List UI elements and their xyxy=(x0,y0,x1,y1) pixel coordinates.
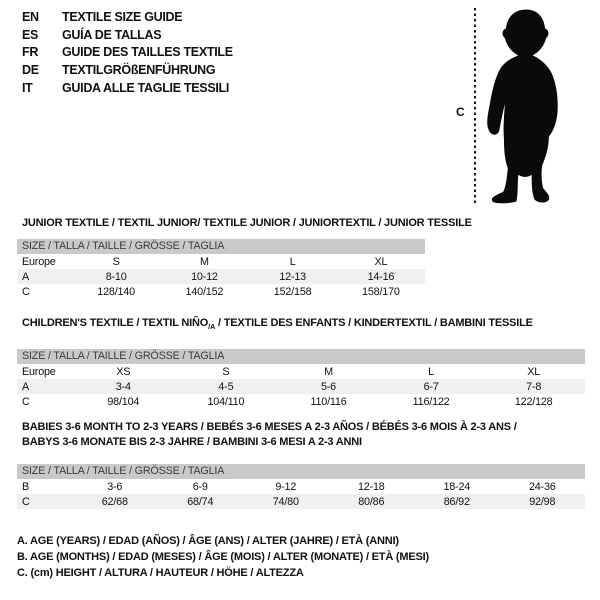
table-cell: 3-4 xyxy=(72,379,175,394)
table-cell: 5-6 xyxy=(277,379,380,394)
language-code: FR xyxy=(22,45,39,60)
table-cell: 8-10 xyxy=(72,269,160,284)
table-cell: 12-13 xyxy=(249,269,337,284)
size-header-bar-babies: SIZE / TALLA / TAILLE / GRÖSSE / TAGLIA xyxy=(17,464,585,479)
table-row xyxy=(17,284,425,299)
table-row xyxy=(17,254,425,269)
language-row xyxy=(22,62,233,80)
row-label: A xyxy=(17,379,72,394)
table-cell: 24-36 xyxy=(528,480,556,493)
table-cell: 110/116 xyxy=(310,395,347,408)
table-cell: 74/80 xyxy=(243,494,329,509)
language-title: GUÍA DE TALLAS xyxy=(62,27,162,42)
table-cell: 86/92 xyxy=(414,494,500,509)
section-title-junior: JUNIOR TEXTILE / TEXTIL JUNIOR/ TEXTILE JUNIOR / JUNIORTEXTIL / JUNIOR TESSILE xyxy=(22,217,472,229)
table-cell: 18-24 xyxy=(443,480,471,493)
toddler-silhouette-image xyxy=(482,5,568,207)
table-row xyxy=(17,379,585,394)
table-row xyxy=(17,479,585,494)
table-cell: 128/140 xyxy=(97,285,135,298)
size-table-children xyxy=(17,364,585,409)
section-title-line2: BABYS 3-6 MONATE BIS 2-3 JAHRE / BAMBINI 3-6 MESI A 2-3 ANNI xyxy=(22,435,362,448)
language-code: ES xyxy=(22,27,39,42)
section-title-children xyxy=(22,316,533,335)
table-cell: 152/158 xyxy=(273,285,312,298)
table-cell: S xyxy=(222,365,230,378)
note-height-cm: C. (cm) HEIGHT / ALTURA / HAUTEUR / HÖHE / ALTEZZA xyxy=(17,567,304,579)
row-label: C xyxy=(17,494,72,509)
language-title: TEXTILGRÖßENFÜHRUNG xyxy=(62,63,216,78)
table-cell: 62/68 xyxy=(72,494,158,509)
table-cell: 6-7 xyxy=(380,379,483,394)
table-cell: 98/104 xyxy=(107,395,140,408)
table-cell: 158/170 xyxy=(362,285,400,298)
table-cell: 6-9 xyxy=(192,480,208,493)
size-table-babies xyxy=(17,479,585,509)
table-cell: M xyxy=(324,365,333,378)
language-title-list xyxy=(22,9,233,98)
table-cell: XL xyxy=(374,255,388,268)
table-cell: 14-16 xyxy=(337,269,425,284)
table-cell: 4-5 xyxy=(175,379,278,394)
language-title: GUIDE DES TAILLES TEXTILE xyxy=(62,45,233,60)
language-title: GUIDA ALLE TAGLIE TESSILI xyxy=(62,80,230,95)
table-cell: 80/86 xyxy=(329,494,415,509)
language-code: DE xyxy=(22,63,39,78)
legend-notes xyxy=(17,533,429,581)
table-cell: L xyxy=(289,255,296,268)
language-row xyxy=(22,80,233,98)
table-cell: 122/128 xyxy=(514,395,553,408)
row-label: Europe xyxy=(22,255,56,268)
section-title-line1: BABIES 3-6 MONTH TO 2-3 YEARS / BEBÉS 3-6 MESES A 2-3 AÑOS / BÉBÉS 3-6 MOIS À 2-3 ANS / xyxy=(22,421,517,433)
row-label: B xyxy=(22,480,30,493)
table-cell: XS xyxy=(116,365,131,378)
size-header-bar-junior: SIZE / TALLA / TAILLE / GRÖSSE / TAGLIA xyxy=(17,239,425,254)
table-row xyxy=(17,394,585,409)
language-code: IT xyxy=(22,80,33,95)
table-cell: 12-18 xyxy=(357,480,385,493)
table-cell: 3-6 xyxy=(107,480,123,493)
table-cell: 7-8 xyxy=(482,379,585,394)
section-title-text: / TEXTILE DES ENFANTS / KINDERTEXTIL / BAMBINI TESSILE xyxy=(215,317,533,329)
row-label: C xyxy=(22,285,30,298)
table-cell: 9-12 xyxy=(275,480,297,493)
section-title-babies xyxy=(22,420,517,449)
size-header-bar-children: SIZE / TALLA / TAILLE / GRÖSSE / TAGLIA xyxy=(17,349,585,364)
row-label: C xyxy=(22,395,30,408)
note-age-months: B. AGE (MONTHS) / EDAD (MESES) / ÂGE (MOIS) / ALTER (MONATE) / ETÀ (MESI) xyxy=(17,551,429,563)
table-cell: 116/122 xyxy=(412,395,450,408)
row-label: Europe xyxy=(22,365,56,378)
table-cell: 10-12 xyxy=(160,269,248,284)
table-cell: XL xyxy=(527,365,541,378)
table-cell: 140/152 xyxy=(185,285,224,298)
table-cell: M xyxy=(199,255,209,268)
table-cell: 68/74 xyxy=(158,494,244,509)
section-title-text: CHILDREN'S TEXTILE / TEXTIL NIÑO xyxy=(22,317,209,329)
language-code: EN xyxy=(22,10,39,24)
language-row xyxy=(22,9,233,27)
language-title: TEXTILE SIZE GUIDE xyxy=(62,10,183,24)
language-row xyxy=(22,27,233,45)
note-age-years: A. AGE (YEARS) / EDAD (AÑOS) / ÂGE (ANS) / ALTER (JAHRE) / ETÀ (ANNI) xyxy=(17,535,399,547)
height-measure-dotted-line xyxy=(474,8,476,206)
table-row xyxy=(17,364,585,379)
size-table-junior xyxy=(17,254,425,299)
table-cell: S xyxy=(112,255,120,268)
table-cell: 104/110 xyxy=(207,395,245,408)
table-row xyxy=(17,269,425,284)
table-cell: 92/98 xyxy=(500,494,586,509)
language-row xyxy=(22,44,233,62)
table-row xyxy=(17,494,585,509)
height-measure-label: C xyxy=(456,105,465,119)
section-title-subscript: /A xyxy=(208,322,216,332)
row-label: A xyxy=(17,269,72,284)
table-cell: L xyxy=(428,365,434,378)
